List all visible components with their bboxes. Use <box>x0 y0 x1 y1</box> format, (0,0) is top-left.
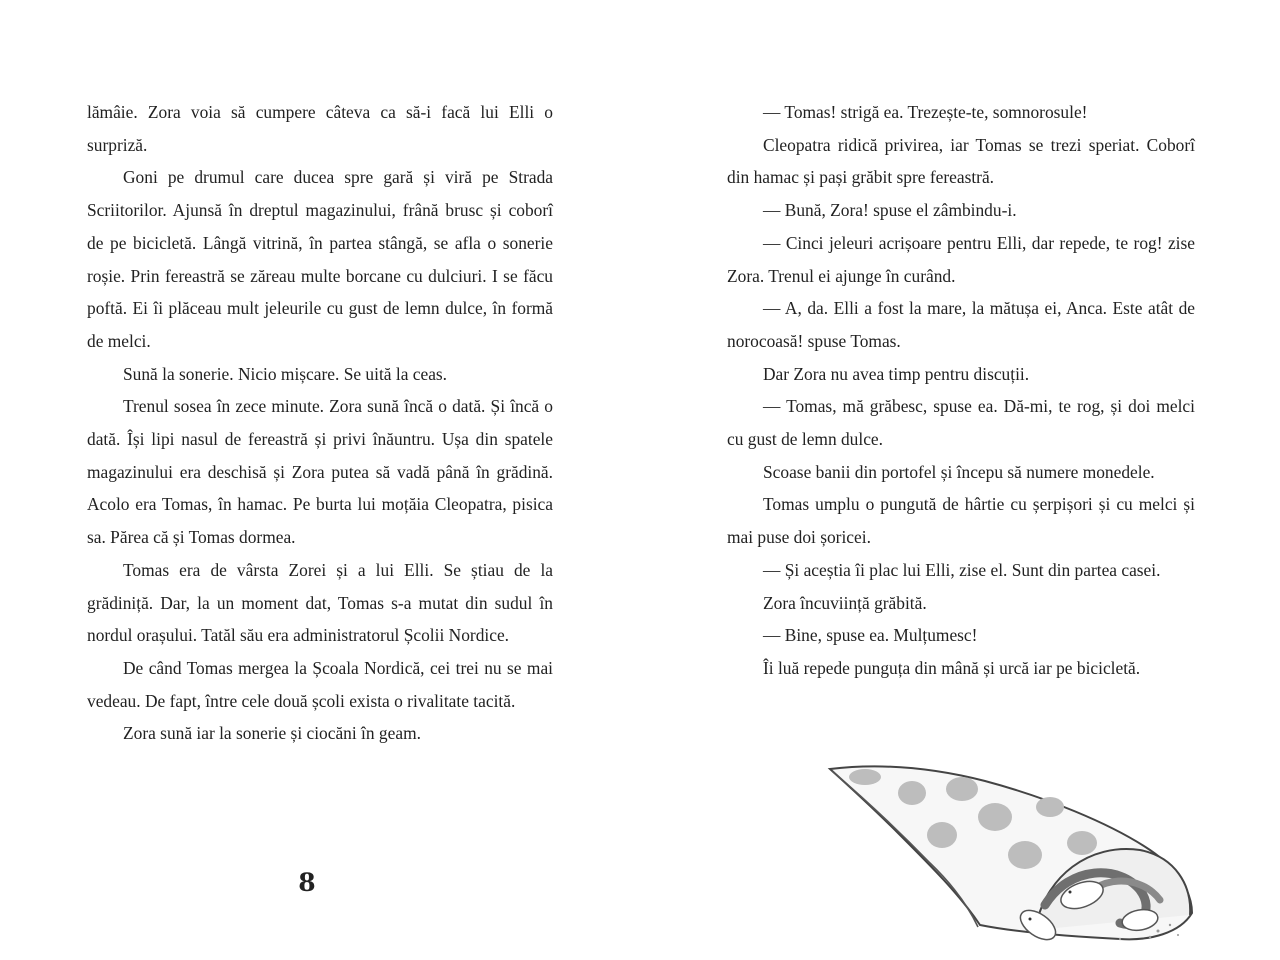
right-paragraph-11: Zora încuviință grăbită. <box>763 592 927 613</box>
left-page <box>87 96 553 750</box>
right-paragraph-3: — Bună, Zora! spuse el zâmbindu-i. <box>763 200 1017 221</box>
right-paragraph-1: — Tomas! strigă ea. Trezește-te, somnorosule! <box>763 102 1088 122</box>
left-paragraph-1: lămâie. Zora voia să cumpere câteva ca să-i facă lui Elli o surpriză. <box>87 102 553 155</box>
right-paragraph-12: — Bine, spuse ea. Mulțumesc! <box>763 625 978 646</box>
left-paragraph-4: Trenul sosea în zece minute. Zora sună încă o dată. Și încă o dată. Își lipi nasul de fereastră și privi înăuntru. Ușa din spatele magazinului era deschisă și Zora putea să vadă până în grădină. Acolo era Tomas, în hamac. Pe burta lui moțăia Cleopatra, pisica sa. Părea că și Tomas dormea. <box>87 396 553 548</box>
right-paragraph-13: Îi luă repede punguța din mână și urcă iar pe bicicletă. <box>763 657 1141 678</box>
left-paragraph-5: Tomas era de vârsta Zorei și a lui Elli. Se știau de la grădiniță. Dar, la un moment dat, Tomas s-a mutat din sudul în nordul orașului. Tatăl său era administratorul Școlii Nordice. <box>87 559 553 646</box>
left-paragraph-2: Goni pe drumul care ducea spre gară și viră pe Strada Scriitorilor. Ajunsă în dreptul magazinului, frână brusc și coborî de pe bicicletă. Lângă vitrină, în partea stângă, se afla o sonerie roșie. Prin fereastră se zăreau multe borcane cu dulciuri. I se făcu poftă. Ei îi plăceau mult jeleurile cu gust de lemn dulce, în formă de melci. <box>87 167 553 351</box>
left-paragraph-6: De când Tomas mergea la Școala Nordică, cei trei nu se mai vedeau. De fapt, între cele două școli exista o rivalitate tacită. <box>87 657 553 711</box>
right-paragraph-2: Cleopatra ridică privirea, iar Tomas se trezi speriat. Coborî din hamac și pași grăbit spre fereastră. <box>727 134 1195 188</box>
left-paragraph-7: Zora sună iar la sonerie și ciocăni în geam. <box>123 723 421 744</box>
right-paragraph-5: — A, da. Elli a fost la mare, la mătușa ei, Anca. Este atât de norocoasă! spuse Tomas. <box>727 298 1195 351</box>
polka-dot-candy-bag-illustration <box>820 755 1200 950</box>
left-paragraph-3: Sună la sonerie. Nicio mișcare. Se uită la ceas. <box>123 363 448 384</box>
right-paragraph-7: — Tomas, mă grăbesc, spuse ea. Dă-mi, te rog, și doi melci cu gust de lemn dulce. <box>727 396 1195 450</box>
page-number: 8 <box>298 868 316 897</box>
right-page <box>727 96 1195 685</box>
right-paragraph-6: Dar Zora nu avea timp pentru discuții. <box>763 363 1030 384</box>
right-paragraph-8: Scoase banii din portofel și începu să numere monedele. <box>763 461 1155 482</box>
right-paragraph-4: — Cinci jeleuri acrișoare pentru Elli, dar repede, te rog! zise Zora. Trenul ei ajunge în curând. <box>727 232 1195 286</box>
right-paragraph-9: Tomas umplu o pungută de hârtie cu șerpișori și cu melci și mai puse doi șoricei. <box>727 494 1195 548</box>
right-paragraph-10: — Și aceștia îi plac lui Elli, zise el. Sunt din partea casei. <box>763 559 1161 580</box>
